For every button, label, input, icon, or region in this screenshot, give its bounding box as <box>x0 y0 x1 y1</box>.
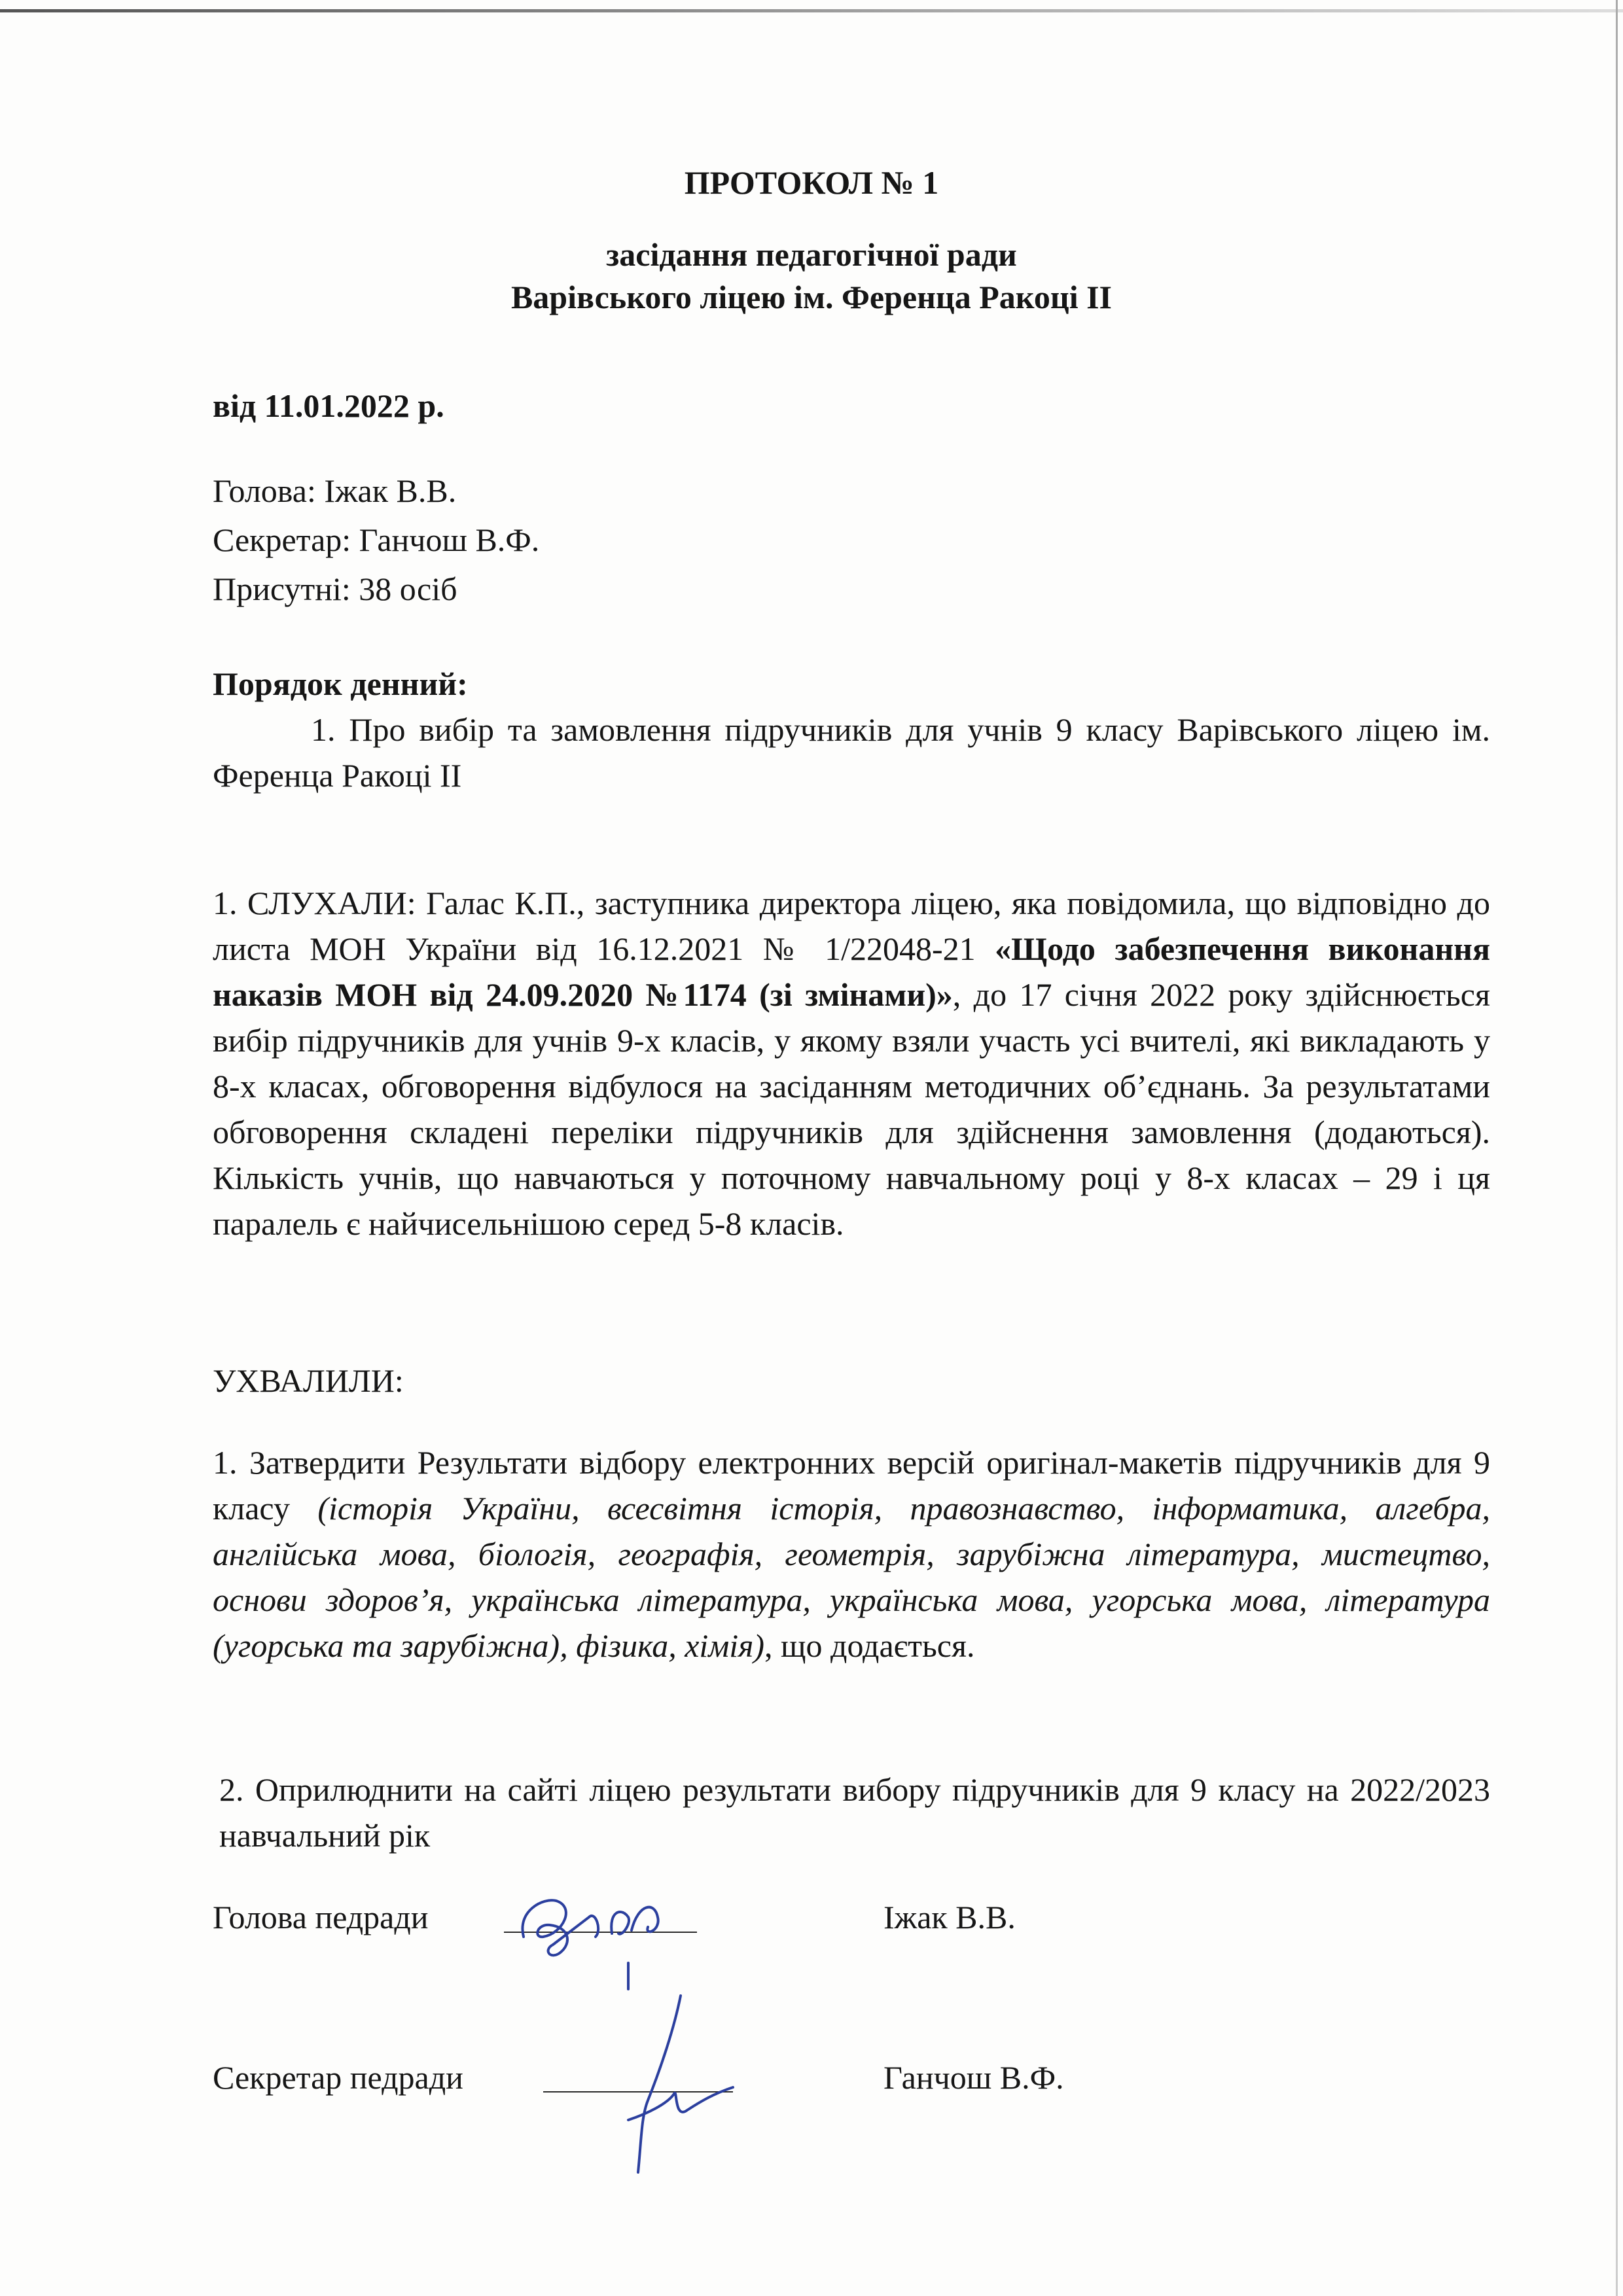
agenda-item-1-text: 1. Про вибір та замовлення підручників для учнів 9 класу Варівського ліцею ім. Ференца Ракоці ІІ <box>213 711 1490 794</box>
present-line: Присутні: 38 осіб <box>213 571 457 607</box>
chair-signature-label: Голова педради <box>213 1899 429 1935</box>
chair-line: Голова: Іжак В.В. <box>213 472 457 509</box>
secretary-line: Секретар: Ганчош В.Ф. <box>213 521 540 558</box>
agenda-heading: Порядок денний: <box>213 665 468 702</box>
secretary-name: Ганчош В.Ф. <box>883 2059 1064 2096</box>
resolved-heading: УХВАЛИЛИ: <box>213 1362 404 1399</box>
heard-label: 1. СЛУХАЛИ: <box>213 885 416 921</box>
resolved-item-2: 2. Оприлюднити на сайті ліцею результати вибору підручників для 9 класу на 2022/2023 навчальний рік <box>219 1771 1490 1854</box>
resolved-item-1 <box>213 1439 1490 1669</box>
heard-bold-title: «Щодо забезпечення виконання наказів МОН від 24.09.2020 №1174 (зі змінами)» <box>213 930 1490 1013</box>
secretary-signature-label: Секретар педради <box>213 2059 463 2096</box>
chair-name: Іжак В.В. <box>883 1899 1016 1935</box>
scan-edge-top <box>0 9 1623 12</box>
heard-paragraph <box>213 880 1490 1246</box>
subtitle-line-2: Варівського ліцею ім. Ференца Ракоці ІІ <box>510 279 1113 315</box>
heard-text-2: , до 17 січня 2022 року здійснюється вибір підручників для учнів 9-х класів, у якому взяли участь усі вчителі, які викладають у 8-х класах, обговорення відбулося на засіданням методичних об’єднань. За результатами обговорення складені переліки підручників для здійснення замовлення (додаються). Кількість учнів, що навчаються у поточному навчальному році у 8-х класах – 29 і ця паралель є найчисельнішою серед 5-8 класів. <box>213 976 1490 1242</box>
resolved-item-1-subjects: (історія України, всесвітня історія, правознавство, інформатика, алгебра, англійська мова, біологія, географія, геометрія, зарубіжна література, мистецтво, основи здоров’я, українська література, українська мова, угорська мова, література (угорська та зарубіжна), фізика, хімія) <box>213 1490 1490 1664</box>
chair-signature-icon <box>497 1871 707 1996</box>
heard-text-1: Галас К.П., заступника директора ліцею, яка повідомила, що відповідно до листа МОН України від 16.12.2021 № 1/22048-21 <box>213 885 1490 967</box>
scan-edge-right <box>1616 0 1618 2296</box>
resolved-item-1-start: 1. Затвердити Результати відбору електронних версій оригінал-макетів підручників для 9 класу <box>213 1444 1490 1527</box>
secretary-signature-icon <box>602 1989 746 2179</box>
subtitle-line-1: засідання педагогічної ради <box>606 236 1017 273</box>
resolved-item-1-end: , що додається. <box>764 1627 975 1664</box>
agenda-item-1 <box>213 707 1490 798</box>
protocol-title: ПРОТОКОЛ № 1 <box>684 164 939 201</box>
protocol-date: від 11.01.2022 р. <box>213 387 444 424</box>
